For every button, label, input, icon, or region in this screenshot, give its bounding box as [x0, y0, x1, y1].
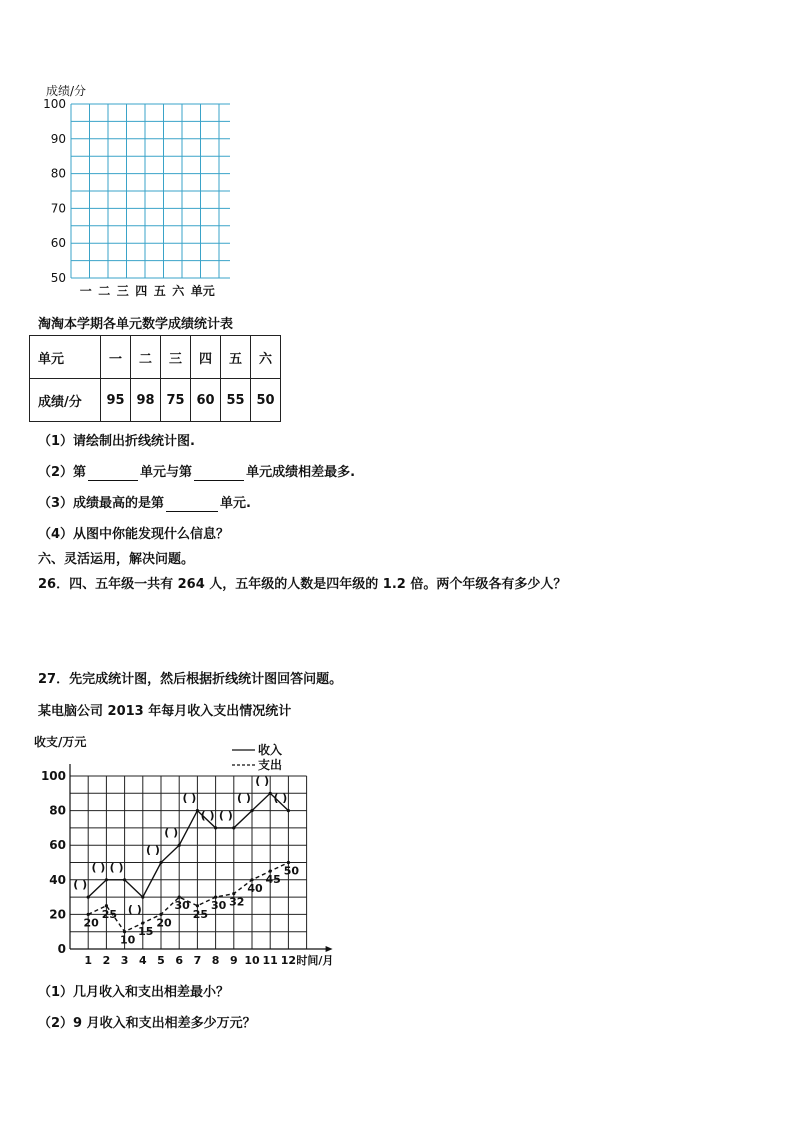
- data-label-income: ( ): [73, 878, 88, 892]
- legend-label-expense: 支出: [258, 758, 283, 772]
- x-tick-label: 5: [157, 954, 165, 967]
- table-cell: 98: [131, 379, 161, 422]
- q27: 27．先完成统计图，然后根据折线统计图回答问题。: [38, 672, 343, 687]
- x-tick-label: 1: [84, 954, 93, 967]
- data-label-income: ( ): [200, 808, 215, 822]
- table-row: [30, 379, 281, 422]
- point-income: [250, 809, 253, 812]
- data-label-income: ( ): [182, 791, 197, 805]
- x-tick-label: 六: [172, 284, 185, 298]
- x-tick-label: 一: [79, 284, 92, 298]
- table-cell: 95: [101, 379, 131, 422]
- x-tick-label: 10: [244, 954, 260, 967]
- point-income: [159, 861, 162, 864]
- table-cell: 三: [161, 336, 191, 379]
- data-label-expense: 25: [192, 907, 209, 921]
- blank-input[interactable]: [88, 465, 138, 481]
- y-tick-label: 60: [50, 236, 66, 251]
- point-income: [214, 826, 217, 829]
- y-tick-label: 100: [43, 98, 66, 111]
- data-label-income: ( ): [164, 826, 179, 840]
- y-tick-label: 20: [49, 907, 66, 922]
- point-income: [287, 809, 290, 812]
- x-tick-label: 二: [98, 284, 111, 298]
- data-label-income: ( ): [146, 843, 160, 857]
- legend: [232, 742, 282, 772]
- q25-2-mid: 单元与第: [140, 465, 193, 480]
- data-label-expense: 20: [83, 916, 99, 930]
- q25-2-pre: （2）第: [38, 465, 87, 480]
- x-axis-label: 时间/月: [296, 954, 334, 967]
- table-cell: 一: [101, 336, 131, 379]
- data-label-expense: 50: [283, 864, 300, 878]
- table-cell: 75: [161, 379, 191, 422]
- scores-table: [29, 335, 281, 422]
- x-unit-label: 单元: [190, 284, 215, 298]
- q27-1: （1）几月收入和支出相差最小？: [38, 985, 230, 1000]
- chart1-grid: [40, 98, 230, 298]
- x-tick-label: 9: [229, 954, 238, 967]
- data-label-income: ( ): [273, 791, 288, 805]
- y-tick-label: 0: [57, 942, 66, 956]
- data-label-expense: 30: [210, 899, 227, 913]
- table-cell: 五: [221, 336, 251, 379]
- x-tick-label: 四: [135, 284, 148, 298]
- blank-input[interactable]: [166, 496, 218, 512]
- point-income: [105, 878, 108, 881]
- table-cell: 50: [251, 379, 281, 422]
- table-cell: 二: [131, 336, 161, 379]
- q26: 26．四、五年级一共有 264 人，五年级的人数是四年级的 1.2 倍。两个年级各有多少人？: [38, 577, 567, 592]
- table-row: [30, 336, 281, 379]
- point-income: [87, 896, 90, 899]
- y-tick-label: 60: [49, 838, 66, 853]
- data-label-expense: 20: [156, 916, 172, 930]
- data-label-expense: 40: [247, 881, 263, 895]
- data-label-income: ( ): [91, 860, 106, 874]
- q25-3-post: 单元.: [220, 496, 251, 511]
- q25-3: [38, 492, 251, 512]
- q25-1: （1）请绘制出折线统计图.: [38, 434, 195, 449]
- data-label-expense: 45: [265, 873, 281, 887]
- x-tick-label: 12: [280, 954, 297, 967]
- y-axis-label: 收支/万元: [34, 735, 87, 749]
- data-label-expense: 32: [229, 895, 245, 909]
- data-label-income: ( ): [109, 860, 124, 874]
- table-cell: 六: [251, 336, 281, 379]
- y-tick-label: 100: [40, 769, 66, 783]
- x-tick-label: 11: [262, 954, 278, 967]
- point-income: [196, 809, 199, 812]
- data-label-expense: 30: [174, 899, 190, 913]
- table-header-unit: 单元: [30, 336, 101, 379]
- x-tick-label: 8: [211, 954, 220, 967]
- point-income: [232, 826, 235, 829]
- q25-3-pre: （3）成绩最高的是第: [38, 496, 165, 511]
- x-tick-label: 4: [138, 954, 147, 967]
- data-label-income: ( ): [127, 903, 142, 917]
- table-cell: 60: [191, 379, 221, 422]
- point-income: [141, 896, 144, 899]
- data-label-expense: 15: [138, 925, 154, 939]
- x-tick-label: 2: [102, 954, 111, 967]
- legend-label-income: 收入: [258, 743, 283, 757]
- y-tick-label: 40: [49, 872, 66, 887]
- q25-2: [38, 461, 355, 481]
- data-label-expense: 10: [119, 933, 136, 947]
- data-label-income: ( ): [218, 808, 233, 822]
- chart1-ylabel: 成绩/分: [46, 84, 87, 98]
- x-tick-label: 3: [120, 954, 129, 967]
- table1-title: 淘淘本学期各单元数学成绩统计表: [38, 317, 234, 332]
- y-tick-label: 90: [50, 131, 66, 146]
- point-income: [269, 792, 272, 795]
- table-cell: 55: [221, 379, 251, 422]
- data-label-income: ( ): [255, 774, 270, 788]
- q25-4: （4）从图中你能发现什么信息？: [38, 527, 230, 542]
- x-tick-label: 三: [116, 284, 129, 298]
- q27-2: （2）9 月收入和支出相差多少万元？: [38, 1016, 256, 1031]
- income-expense-chart: [30, 728, 360, 973]
- y-tick-label: 70: [50, 201, 66, 216]
- point-income: [123, 878, 126, 881]
- table-cell: 四: [191, 336, 221, 379]
- y-tick-label: 80: [50, 166, 66, 181]
- y-tick-label: 50: [50, 271, 66, 285]
- data-label-expense: 25: [101, 907, 118, 921]
- section-heading: 六、灵活运用，解决问题。: [38, 552, 195, 567]
- x-tick-label: 五: [153, 284, 166, 298]
- x-axis-arrow: [326, 946, 333, 952]
- blank-input[interactable]: [194, 465, 244, 481]
- table-header-score: 成绩/分: [30, 379, 101, 422]
- point-income: [178, 844, 181, 847]
- chart2-title: 某电脑公司 2013 年每月收入支出情况统计: [38, 704, 292, 719]
- x-tick-label: 6: [175, 954, 184, 967]
- x-tick-label: 7: [193, 954, 202, 967]
- y-tick-label: 80: [49, 803, 66, 818]
- data-label-income: ( ): [237, 791, 251, 805]
- q25-2-post: 单元成绩相差最多.: [246, 465, 356, 480]
